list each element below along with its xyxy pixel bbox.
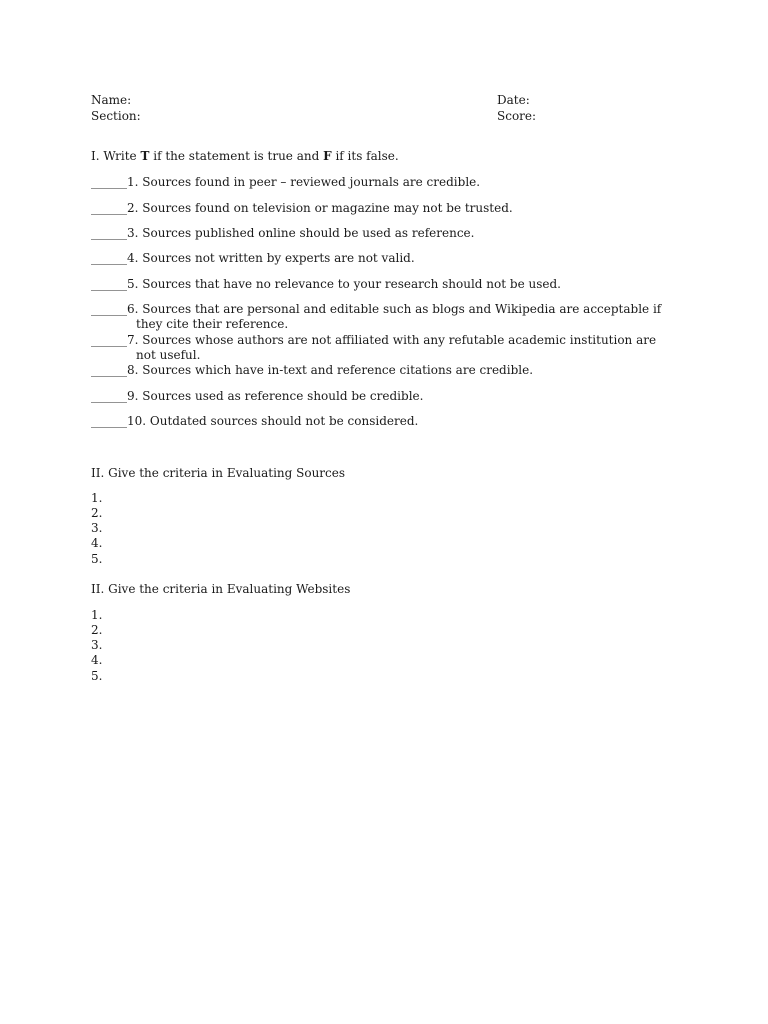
instruction-mid: if the statement is true and	[149, 149, 324, 163]
list-number: 3.	[91, 521, 103, 535]
question-text: ______10. Outdated sources should not be considered.	[91, 414, 419, 428]
part2-title: II. Give the criteria in Evaluating Sources	[91, 466, 346, 480]
question-item	[91, 226, 681, 241]
instruction-suffix: if its false.	[331, 149, 399, 163]
question-text: ______9. Sources used as reference should be credible.	[91, 389, 424, 403]
question-text: ______1. Sources found in peer – reviewed journals are credible.	[91, 175, 481, 189]
score-label: Score:	[497, 109, 537, 123]
list-number: 1.	[91, 491, 103, 505]
question-item	[91, 175, 681, 190]
list-number: 5.	[91, 552, 103, 566]
list-number: 3.	[91, 638, 103, 652]
question-item	[91, 251, 681, 266]
list-number: 2.	[91, 623, 103, 637]
question-text: ______7. Sources whose authors are not affiliated with any refutable academic institution are	[91, 333, 657, 347]
question-item	[91, 201, 681, 216]
question-item	[91, 389, 681, 404]
question-item	[91, 363, 681, 378]
list-number: 4.	[91, 653, 103, 667]
date-label: Date:	[497, 93, 530, 107]
question-item	[91, 414, 681, 429]
question-item	[91, 333, 681, 363]
question-text: ______2. Sources found on television or magazine may not be trusted.	[91, 201, 513, 215]
question-text: ______5. Sources that have no relevance to your research should not be used.	[91, 277, 561, 291]
part1-instruction	[91, 149, 399, 164]
question-continuation: they cite their reference.	[136, 317, 289, 331]
false-letter: F	[323, 149, 332, 163]
name-label: Name:	[91, 93, 132, 107]
section-label: Section:	[91, 109, 141, 123]
question-text: ______4. Sources not written by experts are not valid.	[91, 251, 415, 265]
list-number: 4.	[91, 536, 103, 550]
list-number: 2.	[91, 506, 103, 520]
true-letter: T	[140, 149, 150, 163]
instruction-prefix: I. Write	[91, 149, 141, 163]
list-number: 1.	[91, 608, 103, 622]
question-item	[91, 302, 681, 332]
list-number: 5.	[91, 669, 103, 683]
question-text: ______3. Sources published online should be used as reference.	[91, 226, 475, 240]
question-text: ______8. Sources which have in-text and reference citations are credible.	[91, 363, 534, 377]
question-item	[91, 277, 681, 292]
part3-title: II. Give the criteria in Evaluating Websites	[91, 582, 351, 596]
question-continuation: not useful.	[136, 348, 201, 362]
question-text: ______6. Sources that are personal and editable such as blogs and Wikipedia are acceptable if	[91, 302, 662, 316]
